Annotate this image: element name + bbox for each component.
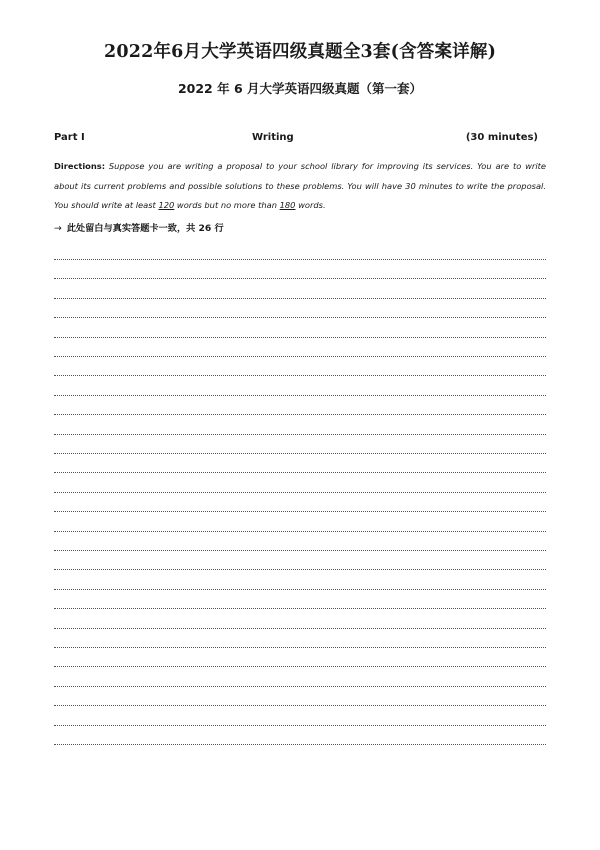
directions-text-2: words but no more than [174, 200, 280, 210]
directions-text-3: words. [295, 200, 326, 210]
directions-paragraph [54, 157, 546, 216]
answer-line [54, 414, 546, 415]
answer-line [54, 356, 546, 357]
directions-text-1: Suppose you are writing a proposal to your school library for improving its services. You are to write about its current problems and possible solutions to these problems. You will have 30 minutes to write the proposal. You should write at least [54, 161, 546, 210]
document-title: 2022年6月大学英语四级真题全3套(含答案详解) [103, 42, 497, 62]
answer-line [54, 589, 546, 590]
answer-line [54, 725, 546, 726]
directions-label: Directions: [54, 161, 106, 171]
answer-line [54, 744, 546, 745]
answer-line [54, 608, 546, 609]
arrow-right-icon: → [54, 223, 62, 234]
answer-line [54, 511, 546, 512]
answer-line [54, 259, 546, 260]
answer-line [54, 278, 546, 279]
answer-line [54, 550, 546, 551]
note-text: 此处留白与真实答题卡一致，共 26 行 [66, 223, 224, 234]
answer-line [54, 705, 546, 706]
answer-line [54, 434, 546, 435]
section-header [54, 132, 538, 148]
exam-set-title: 2022 年 6 月大学英语四级真题（第一套） [177, 81, 423, 96]
answer-line [54, 317, 546, 318]
min-word-count: 120 [158, 200, 175, 210]
answer-line [54, 472, 546, 473]
answer-line [54, 375, 546, 376]
answer-line [54, 686, 546, 687]
answer-line [54, 395, 546, 396]
answer-sheet-note [54, 220, 224, 234]
answer-line [54, 531, 546, 532]
answer-line [54, 298, 546, 299]
section-name: Writing [252, 132, 294, 143]
part-label: Part I [54, 132, 85, 143]
time-limit: (30 minutes) [465, 132, 538, 143]
answer-line [54, 666, 546, 667]
answer-line [54, 453, 546, 454]
answer-line [54, 647, 546, 648]
max-word-count: 180 [279, 200, 296, 210]
answer-line [54, 569, 546, 570]
answer-line [54, 337, 546, 338]
answer-line [54, 492, 546, 493]
answer-line [54, 628, 546, 629]
